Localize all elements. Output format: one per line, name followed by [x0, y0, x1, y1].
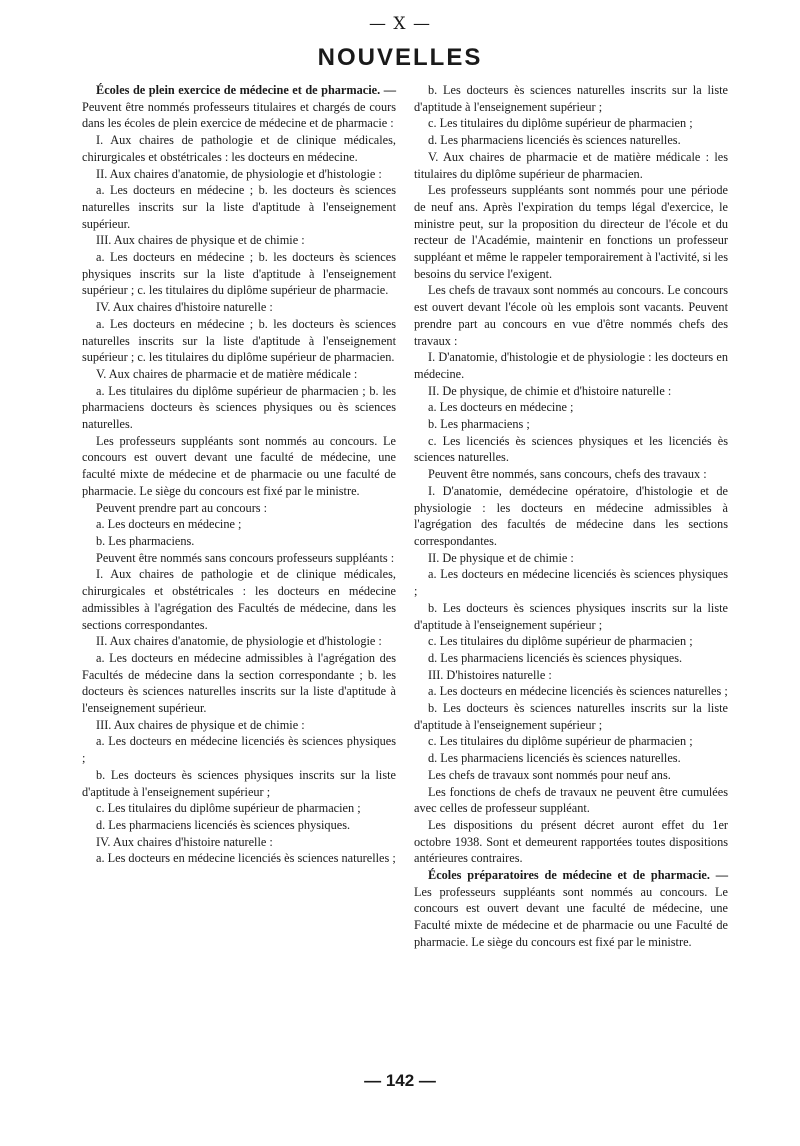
paragraph	[82, 249, 396, 299]
paragraph-text: a. Les docteurs en médecine ;	[96, 517, 242, 532]
paragraph	[414, 683, 728, 700]
paragraph	[414, 550, 728, 567]
paragraph	[82, 767, 396, 800]
paragraph	[414, 600, 728, 633]
paragraph-text: c. Les titulaires du diplôme supérieur de pharmacien ;	[428, 734, 693, 749]
paragraph-text: b. Les docteurs ès sciences physiques inscrits sur la liste d'aptitude à l'enseignement supérieur ;	[82, 767, 396, 799]
paragraph	[82, 299, 396, 316]
paragraph	[414, 115, 728, 132]
paragraph-text: Peuvent être nommés, sans concours, chefs des travaux :	[428, 467, 707, 482]
paragraph	[82, 650, 396, 717]
paragraph	[82, 733, 396, 766]
paragraph-text: a. Les docteurs en médecine admissibles à l'agrégation des Facultés de médecine dans la section correspondante ; b. les docteurs ès sciences naturelles inscrits sur la liste d'aptitude à l'enseignement supérieur.	[82, 650, 396, 716]
paragraph	[82, 550, 396, 567]
paragraph	[414, 282, 728, 349]
paragraph	[82, 182, 396, 232]
paragraph	[414, 82, 728, 115]
paragraph	[414, 182, 728, 282]
footer-page-number: — 142 —	[364, 1071, 436, 1090]
paragraph-text: V. Aux chaires de pharmacie et de matière médicale : les titulaires du diplôme supérieur de pharmacien.	[414, 149, 728, 181]
paragraph	[414, 733, 728, 750]
paragraph	[414, 433, 728, 466]
section-heading: Écoles de plein exercice de médecine et de pharmacie. —	[96, 83, 396, 97]
paragraph-text: b. Les docteurs ès sciences naturelles inscrits sur la liste d'aptitude à l'enseignement supérieur ;	[414, 83, 728, 114]
section-heading: Écoles préparatoires de médecine et de pharmacie. —	[428, 868, 728, 883]
paragraph-text: a. Les titulaires du diplôme supérieur de pharmacien ; b. les pharmaciens docteurs ès sciences physiques ou ès sciences naturelles.	[82, 383, 396, 432]
paragraph-text: II. De physique et de chimie :	[428, 550, 574, 565]
paragraph	[414, 483, 728, 550]
right-column	[414, 82, 728, 951]
paragraph	[414, 566, 728, 599]
paragraph-text: IV. Aux chaires d'histoire naturelle :	[96, 300, 273, 315]
paragraph-text: c. Les titulaires du diplôme supérieur de pharmacien ;	[428, 634, 693, 649]
paragraph-text: Les chefs de travaux sont nommés au concours. Le concours est ouvert devant l'école où les emplois sont vacants. Peuvent prendre part au concours en vue d'être nommés chefs des travaux :	[414, 283, 728, 348]
paragraph-text: c. Les titulaires du diplôme supérieur de pharmacien ;	[96, 801, 361, 816]
paragraph-text: d. Les pharmaciens licenciés ès sciences naturelles.	[428, 751, 681, 766]
paragraph	[82, 516, 396, 533]
paragraph-text: I. Aux chaires de pathologie et de clinique médicales, chirurgicales et obstétricales : les docteurs en médecine admissibles à l'agrégation des Facultés de médecine, dans les sections correspondantes.	[82, 567, 396, 632]
paragraph-text: a. Les docteurs en médecine ; b. les docteurs ès sciences naturelles inscrits sur la liste d'aptitude à l'enseignement supérieur.	[82, 183, 396, 231]
paragraph	[82, 433, 396, 500]
paragraph-text: I. Aux chaires de pathologie et de clinique médicales, chirurgicales et obstétricales : les docteurs en médecine.	[82, 133, 396, 164]
paragraph	[414, 784, 728, 817]
paragraph	[82, 533, 396, 550]
paragraph	[414, 650, 728, 667]
paragraph	[82, 500, 396, 517]
paragraph-text: Les professeurs suppléants sont nommés au concours. Le concours est ouvert devant une faculté de médecine, une Faculté mixte de médecine et de pharmacie ou une Faculté de pharmacie. Le siège du concours est fixé par le ministre.	[414, 884, 728, 949]
paragraph	[82, 850, 396, 867]
paragraph-text: b. Les docteurs ès sciences physiques inscrits sur la liste d'aptitude à l'enseignement supérieur ;	[414, 600, 728, 632]
paragraph-text: II. Aux chaires d'anatomie, de physiologie et d'histologie :	[96, 166, 382, 181]
paragraph-text: a. Les docteurs en médecine licenciés ès sciences naturelles ;	[428, 684, 728, 699]
paragraph-text: c. Les titulaires du diplôme supérieur de pharmacien ;	[428, 116, 693, 131]
paragraph-text: d. Les pharmaciens licenciés ès sciences physiques.	[428, 650, 683, 665]
paragraph-text: Les chefs de travaux sont nommés pour neuf ans.	[428, 767, 671, 782]
paragraph	[82, 717, 396, 734]
paragraph	[414, 667, 728, 684]
paragraph-text: a. Les docteurs en médecine licenciés ès sciences physiques ;	[82, 734, 396, 766]
paragraph-text: a. Les docteurs en médecine licenciés ès sciences naturelles ;	[96, 851, 396, 866]
paragraph-text: V. Aux chaires de pharmacie et de matière médicale :	[96, 366, 358, 381]
paragraph-text: III. Aux chaires de physique et de chimie :	[96, 233, 305, 248]
paragraph-text: b. Les pharmaciens ;	[428, 417, 530, 432]
paragraph-text: a. Les docteurs en médecine ;	[428, 400, 574, 415]
paragraph-text: IV. Aux chaires d'histoire naturelle :	[96, 834, 273, 849]
header-page-number: — X —	[369, 14, 431, 34]
paragraph-text: b. Les pharmaciens.	[96, 533, 195, 548]
paragraph	[82, 366, 396, 383]
paragraph	[82, 800, 396, 817]
paragraph-text: III. Aux chaires de physique et de chimie :	[96, 717, 305, 732]
paragraph-text: a. Les docteurs en médecine ; b. les docteurs ès sciences physiques inscrits sur la liste d'aptitude à l'enseignement supérieur ; c. les titulaires du diplôme supérieur de pharmacie.	[82, 250, 396, 298]
left-column	[82, 82, 396, 867]
paragraph	[82, 834, 396, 851]
paragraph	[414, 466, 728, 483]
paragraph-text: a. Les docteurs en médecine ; b. les docteurs ès sciences naturelles inscrits sur la liste d'aptitude à l'enseignement supérieur ; c. les titulaires du diplôme supérieur de pharmacien.	[82, 316, 396, 365]
paragraph-text: Les fonctions de chefs de travaux ne peuvent être cumulées avec celles de professeur suppléant.	[414, 784, 728, 816]
paragraph-text: III. D'histoires naturelle :	[428, 667, 552, 682]
paragraph-text: Peuvent prendre part au concours :	[96, 500, 268, 515]
paragraph-text: Les professeurs suppléants sont nommés au concours. Le concours est ouvert devant une faculté de médecine, une faculté mixte de médecine et de pharmacie ou une faculté de pharmacie. Le siège du concours est fixé par le ministre.	[82, 433, 396, 498]
paragraph	[414, 349, 728, 382]
paragraph-text: c. Les licenciés ès sciences physiques et les licenciés ès sciences naturelles.	[414, 433, 728, 465]
paragraph	[82, 82, 396, 132]
paragraph	[414, 750, 728, 767]
paragraph-text: d. Les pharmaciens licenciés ès sciences naturelles.	[428, 133, 681, 148]
paragraph	[82, 817, 396, 834]
paragraph	[82, 132, 396, 165]
paragraph	[82, 232, 396, 249]
paragraph-text: II. De physique, de chimie et d'histoire naturelle :	[428, 383, 672, 398]
paragraph-text: Les professeurs suppléants sont nommés pour une période de neuf ans. Après l'expiration du temps légal d'exercice, le ministre peut, sur la proposition du directeur de l'école et du recteur de l'Académie, maintenir en fonctions un professeur suppléant et même le rappeler temporairement à l'activité, si les besoins du service l'exigent.	[414, 183, 728, 281]
paragraph-text: Peuvent être nommés professeurs titulaires et chargés de cours dans les écoles de plein exercice de médecine et de pharmacie :	[82, 99, 396, 131]
paragraph	[414, 767, 728, 784]
paragraph	[414, 416, 728, 433]
paragraph-text: Les dispositions du présent décret auront effet du 1er octobre 1938. Sont et demeurent rapportées toutes dispositions antérieures contraires.	[414, 817, 728, 866]
paragraph	[82, 383, 396, 433]
paragraph	[414, 383, 728, 400]
paragraph-text: b. Les docteurs ès sciences naturelles inscrits sur la liste d'aptitude à l'enseignement supérieur ;	[414, 701, 728, 732]
paragraph	[414, 633, 728, 650]
page-title: NOUVELLES	[317, 44, 483, 71]
paragraph-text: Peuvent être nommés sans concours professeurs suppléants :	[96, 550, 395, 565]
paragraph	[414, 132, 728, 149]
paragraph	[82, 633, 396, 650]
paragraph	[414, 399, 728, 416]
paragraph	[82, 316, 396, 366]
paragraph-text: I. D'anatomie, d'histologie et de physiologie : les docteurs en médecine.	[414, 350, 728, 381]
paragraph-text: d. Les pharmaciens licenciés ès sciences physiques.	[96, 817, 351, 832]
paragraph-text: a. Les docteurs en médecine licenciés ès sciences physiques ;	[414, 567, 728, 599]
paragraph	[82, 166, 396, 183]
paragraph	[414, 867, 728, 951]
paragraph-text: I. D'anatomie, demédecine opératoire, d'histologie et de physiologie : les docteurs en médecine admissibles à l'agrégation des facultés de médecine dans les sections correspondantes.	[414, 483, 728, 548]
paragraph-text: II. Aux chaires d'anatomie, de physiologie et d'histologie :	[96, 634, 382, 649]
paragraph	[414, 700, 728, 733]
paragraph	[82, 566, 396, 633]
paragraph	[414, 817, 728, 867]
paragraph	[414, 149, 728, 182]
